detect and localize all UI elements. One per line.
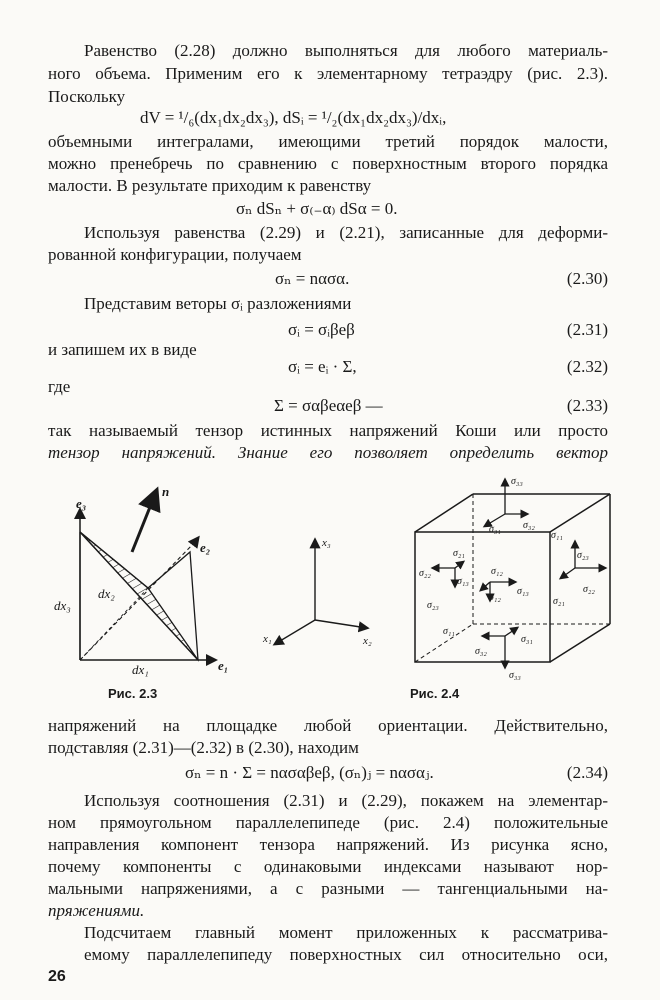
text-line: направления компонент тензора напряжений. Из рисунка ясно, <box>48 835 608 854</box>
text-line: Равенство (2.28) должно выполняться для любого материаль- <box>84 41 608 60</box>
label-s21-a: σ₂₁ <box>453 548 465 559</box>
text-line: пряжениями. <box>48 901 145 920</box>
text-line: Используя равенства (2.29) и (2.21), записанные для деформи- <box>84 223 608 242</box>
label-s32-top: σ₃₂ <box>523 520 535 531</box>
label-s31-top: σ₃₁ <box>489 524 501 535</box>
normal-vector-n <box>132 492 156 552</box>
caption-fig-2-4: Рис. 2.4 <box>410 686 460 701</box>
equation-number: (2.30) <box>566 269 608 288</box>
axis-x2 <box>315 620 367 628</box>
label-s12: σ₁₂ <box>491 566 503 577</box>
label-s13-b: σ₁₃ <box>517 586 529 597</box>
label-x3: x₃ <box>322 537 331 549</box>
text-line: рованной конфигурации, получаем <box>48 245 302 264</box>
axis-x1 <box>275 620 315 644</box>
text-line: мальными напряжениями, а с разными — тангенциальными на- <box>48 879 608 898</box>
figure-2-4 <box>405 472 620 682</box>
label-dx2: dx₂ <box>98 586 115 601</box>
label-s21-right: σ₂₁ <box>553 596 565 607</box>
text-line: и запишем их в виде <box>48 340 197 359</box>
figure-axes <box>255 520 385 660</box>
text-line: так называемый тензор истинных напряжений Коши или просто <box>48 421 608 440</box>
text-line: где <box>48 377 71 396</box>
text-line: Поскольку <box>48 87 126 106</box>
equation-230: σₙ = nασα. <box>275 269 350 288</box>
caption-fig-2-3: Рис. 2.3 <box>108 686 158 701</box>
equation-232: σᵢ = eᵢ · Σ, <box>288 357 357 376</box>
label-s11-bottom: σ₁₁ <box>443 626 455 637</box>
equation-number: (2.33) <box>566 396 608 415</box>
label-s22-right: σ₂₂ <box>583 584 595 595</box>
label-s33-top: σ₃₃ <box>511 476 523 487</box>
text-line: подставляя (2.31)—(2.32) в (2.30), находим <box>48 738 359 757</box>
text-line: напряжений на площадке любой ориентации. Действительно, <box>48 716 608 735</box>
equation-number: (2.34) <box>566 763 608 782</box>
equation-number: (2.32) <box>566 357 608 376</box>
label-s32-bottom: σ₃₂ <box>475 646 487 657</box>
equation-231: σᵢ = σᵢβeβ <box>288 320 355 339</box>
page-number: 26 <box>48 968 66 985</box>
text-line: Подсчитаем главный момент приложенных к рассматрива- <box>84 923 608 942</box>
text-line: ном прямоугольном параллелепипеде (рис. 2.4) положительные <box>48 813 608 832</box>
label-e2: e₂ <box>200 540 211 555</box>
label-e1: e₁ <box>218 658 229 673</box>
equation-dv: dV = ¹/₆(dx₁dx₂dx₃), dSᵢ = ¹/₂(dx₁dx₂dx₃)/dxᵢ, <box>140 108 447 127</box>
label-s12-b: σ₁₂ <box>489 592 501 603</box>
label-s11-top: σ₁₁ <box>551 530 563 541</box>
label-s31-bottom: σ₃₁ <box>521 634 533 645</box>
label-s22-left: σ₂₂ <box>419 568 431 579</box>
label-e3: e₃ <box>76 496 87 511</box>
text-line: объемными интегралами, имеющими третий порядок малости, <box>48 132 608 151</box>
text-line-italic-term: тензор напряжений. Знание его позволяет определить вектор <box>48 443 608 462</box>
label-s23-right: σ₂₃ <box>577 550 589 561</box>
label-x2: x₂ <box>363 635 372 647</box>
label-n: n <box>162 484 170 499</box>
text-line: почему компоненты с одинаковыми индексами называют нор- <box>48 857 608 876</box>
label-s33-bottom: σ₃₃ <box>509 670 521 681</box>
text-line: емому параллелепипеду поверхностных сил относительно оси, <box>84 945 608 964</box>
equation-234: σₙ = n · Σ = nασαβeβ, (σₙ)ⱼ = nασαⱼ. <box>185 763 434 782</box>
text-line: можно пренебречь по сравнению с поверхностным второго порядка <box>48 154 608 173</box>
label-x1: x₁ <box>263 633 272 645</box>
text-line: малости. В результате приходим к равенству <box>48 176 372 195</box>
text-line: Используя соотношения (2.31) и (2.29), покажем на элементар- <box>84 791 608 810</box>
label-dx1: dx₁ <box>132 662 149 677</box>
equation-233: Σ = σαβeαeβ — <box>274 396 383 415</box>
equation-number: (2.31) <box>566 320 608 339</box>
text-line: Представим веторы σᵢ разложениями <box>84 294 352 313</box>
label-dx3: dx₃ <box>54 598 71 613</box>
equation-balance: σₙ dSₙ + σ₍₋α₎ dSα = 0. <box>236 199 398 218</box>
figure-2-3 <box>40 480 250 680</box>
label-s13-a: σ₁₃ <box>457 576 469 587</box>
text-line: ного объема. Применим его к элементарному тетраэдру (рис. 2.3). <box>48 64 608 83</box>
label-s23-left: σ₂₃ <box>427 600 439 611</box>
